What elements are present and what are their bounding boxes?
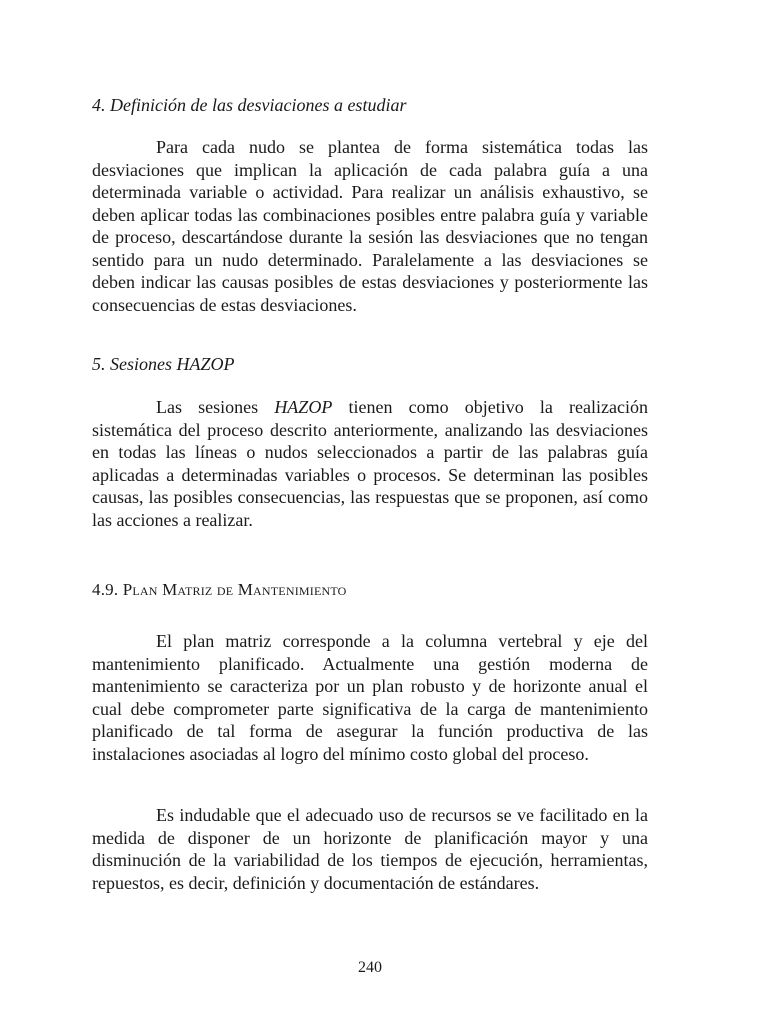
- section-5-heading: 5. Sesiones HAZOP: [92, 354, 235, 374]
- section-4-9-paragraph-2: Es indudable que el adecuado uso de recursos se ve facilitado en la medida de disponer de un horizonte de planificación mayor y una disminución de la variabilidad de los tiempos de ejecución, herramientas, repuestos, es decir, definición y documentación de estándares.: [92, 805, 648, 893]
- document-page: [92, 0, 648, 1024]
- section-5-paragraph-lead: Las sesiones: [156, 397, 275, 417]
- section-4-9-heading: 4.9. Plan Matriz de Mantenimiento: [92, 580, 347, 599]
- section-5-paragraph: [92, 396, 648, 531]
- section-4-heading: 4. Definición de las desviaciones a estudiar: [92, 95, 407, 115]
- section-5-paragraph-rest: tienen como objetivo la realización sistemática del proceso descrito anteriormente, analizando las desviaciones en todas las líneas o nudos seleccionados a partir de las palabras guía aplicadas a determinadas variables o procesos. Se determinan las posibles causas, las posibles consecuencias, las respuestas que se proponen, así como las acciones a realizar.: [92, 397, 649, 530]
- section-4-paragraph: Para cada nudo se plantea de forma sistemática todas las desviaciones que implican la aplicación de cada palabra guía a una determinada variable o actividad. Para realizar un análisis exhaustivo, se deben aplicar todas las combinaciones posibles entre palabra guía y variable de proceso, descartándose durante la sesión las desviaciones que no tengan sentido para un nudo determinado. Paralelamente a las desviaciones se deben indicar las causas posibles de estas desviaciones y posteriormente las consecuencias de estas desviaciones.: [92, 137, 648, 315]
- section-4-9-paragraph-1: El plan matriz corresponde a la columna vertebral y eje del mantenimiento planificado. Actualmente una gestión moderna de mantenimiento se caracteriza por un plan robusto y de horizonte anual el cual debe comprometer parte significativa de la carga de mantenimiento planificado de tal forma de asegurar la función productiva de las instalaciones asociadas al logro del mínimo costo global del proceso.: [92, 631, 648, 764]
- page-number: 240: [358, 959, 382, 976]
- hazop-term: HAZOP: [274, 397, 333, 417]
